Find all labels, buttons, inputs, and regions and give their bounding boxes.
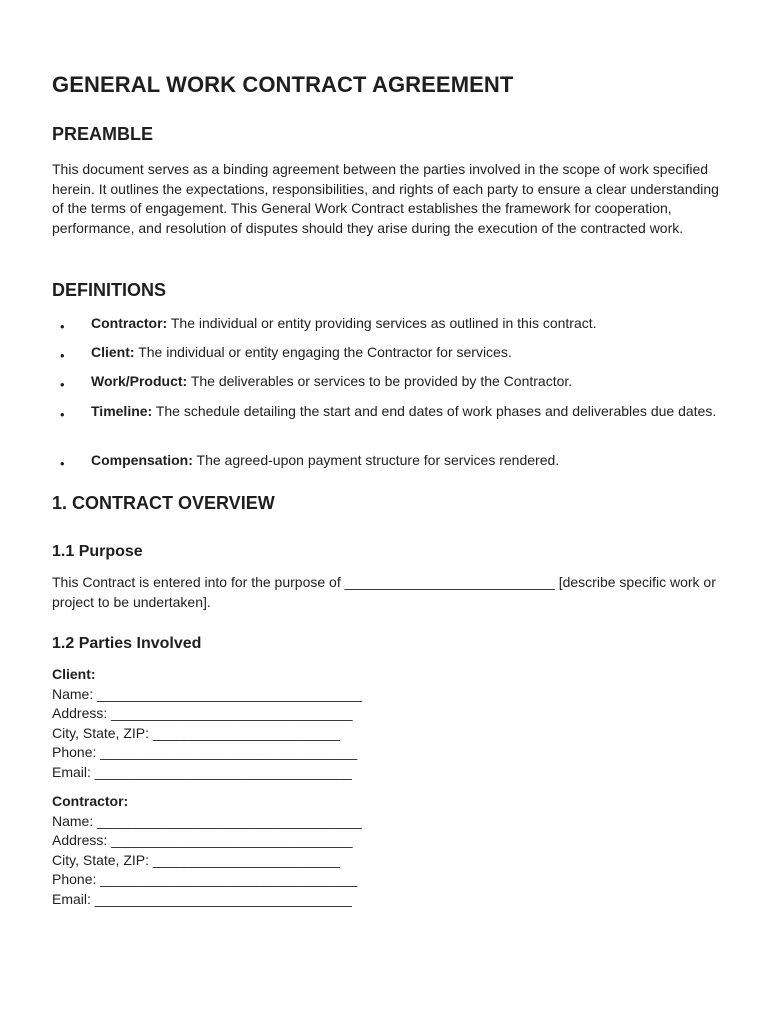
definition-term: Contractor: — [91, 315, 168, 331]
bullet-icon: • — [60, 348, 65, 363]
contractor-details — [52, 792, 472, 909]
contractor-city-state-zip-field: City, State, ZIP: ________________________ — [52, 851, 340, 868]
contract-overview-heading: 1. CONTRACT OVERVIEW — [52, 493, 275, 513]
definition-term: Client: — [91, 344, 135, 360]
bullet-icon: • — [60, 319, 65, 334]
client-details — [52, 665, 472, 782]
contractor-address-field: Address: _______________________________ — [52, 832, 353, 848]
parties-heading: 1.2 Parties Involved — [52, 635, 202, 652]
definition-text: The deliverables or services to be provided by the Contractor. — [187, 373, 573, 389]
contractor-email-field: Email: _________________________________ — [52, 890, 352, 907]
definition-term: Timeline: — [91, 403, 153, 419]
definition-term: Work/Product: — [91, 373, 188, 389]
preamble-heading: PREAMBLE — [52, 124, 154, 144]
client-phone-field: Phone: _________________________________ — [52, 744, 358, 760]
bullet-icon: • — [60, 377, 65, 392]
client-email-field: Email: _________________________________ — [52, 763, 352, 780]
contractor-name-field: Name: __________________________________ — [52, 812, 362, 829]
client-address-field: Address: _______________________________ — [52, 705, 353, 721]
definition-text: The individual or entity providing services as outlined in this contract. — [167, 315, 597, 331]
contractor-phone-field: Phone: _________________________________ — [52, 871, 358, 887]
definition-text: The agreed-upon payment structure for services rendered. — [192, 452, 560, 468]
purpose-text: This Contract is entered into for the purpose of ___________________________ [describe specific work or project to be undertaken]. — [52, 574, 716, 610]
bullet-icon: • — [60, 456, 65, 471]
document-title: GENERAL WORK CONTRACT AGREEMENT — [52, 72, 514, 97]
preamble-text: This document serves as a binding agreement between the parties involved in the scope of work specified herein. It outlines the expectations, responsibilities, and rights of each party to ensure a clear understanding of the terms of engagement. This General Work Contract establishes the framework for cooperation, performance, and resolution of disputes should they arise during the execution of the contracted work. — [52, 161, 719, 236]
definition-text: The individual or entity engaging the Contractor for services. — [134, 344, 512, 360]
client-name-field: Name: __________________________________ — [52, 685, 362, 702]
bullet-icon: • — [60, 407, 65, 422]
definition-term: Compensation: — [91, 452, 193, 468]
definition-text: The schedule detailing the start and end dates of work phases and deliverables due dates. — [152, 403, 717, 419]
definitions-heading: DEFINITIONS — [52, 280, 167, 300]
purpose-heading: 1.1 Purpose — [52, 543, 143, 560]
contractor-label: Contractor: — [52, 793, 129, 809]
client-city-state-zip-field: City, State, ZIP: ________________________ — [52, 724, 340, 741]
client-label: Client: — [52, 666, 96, 682]
